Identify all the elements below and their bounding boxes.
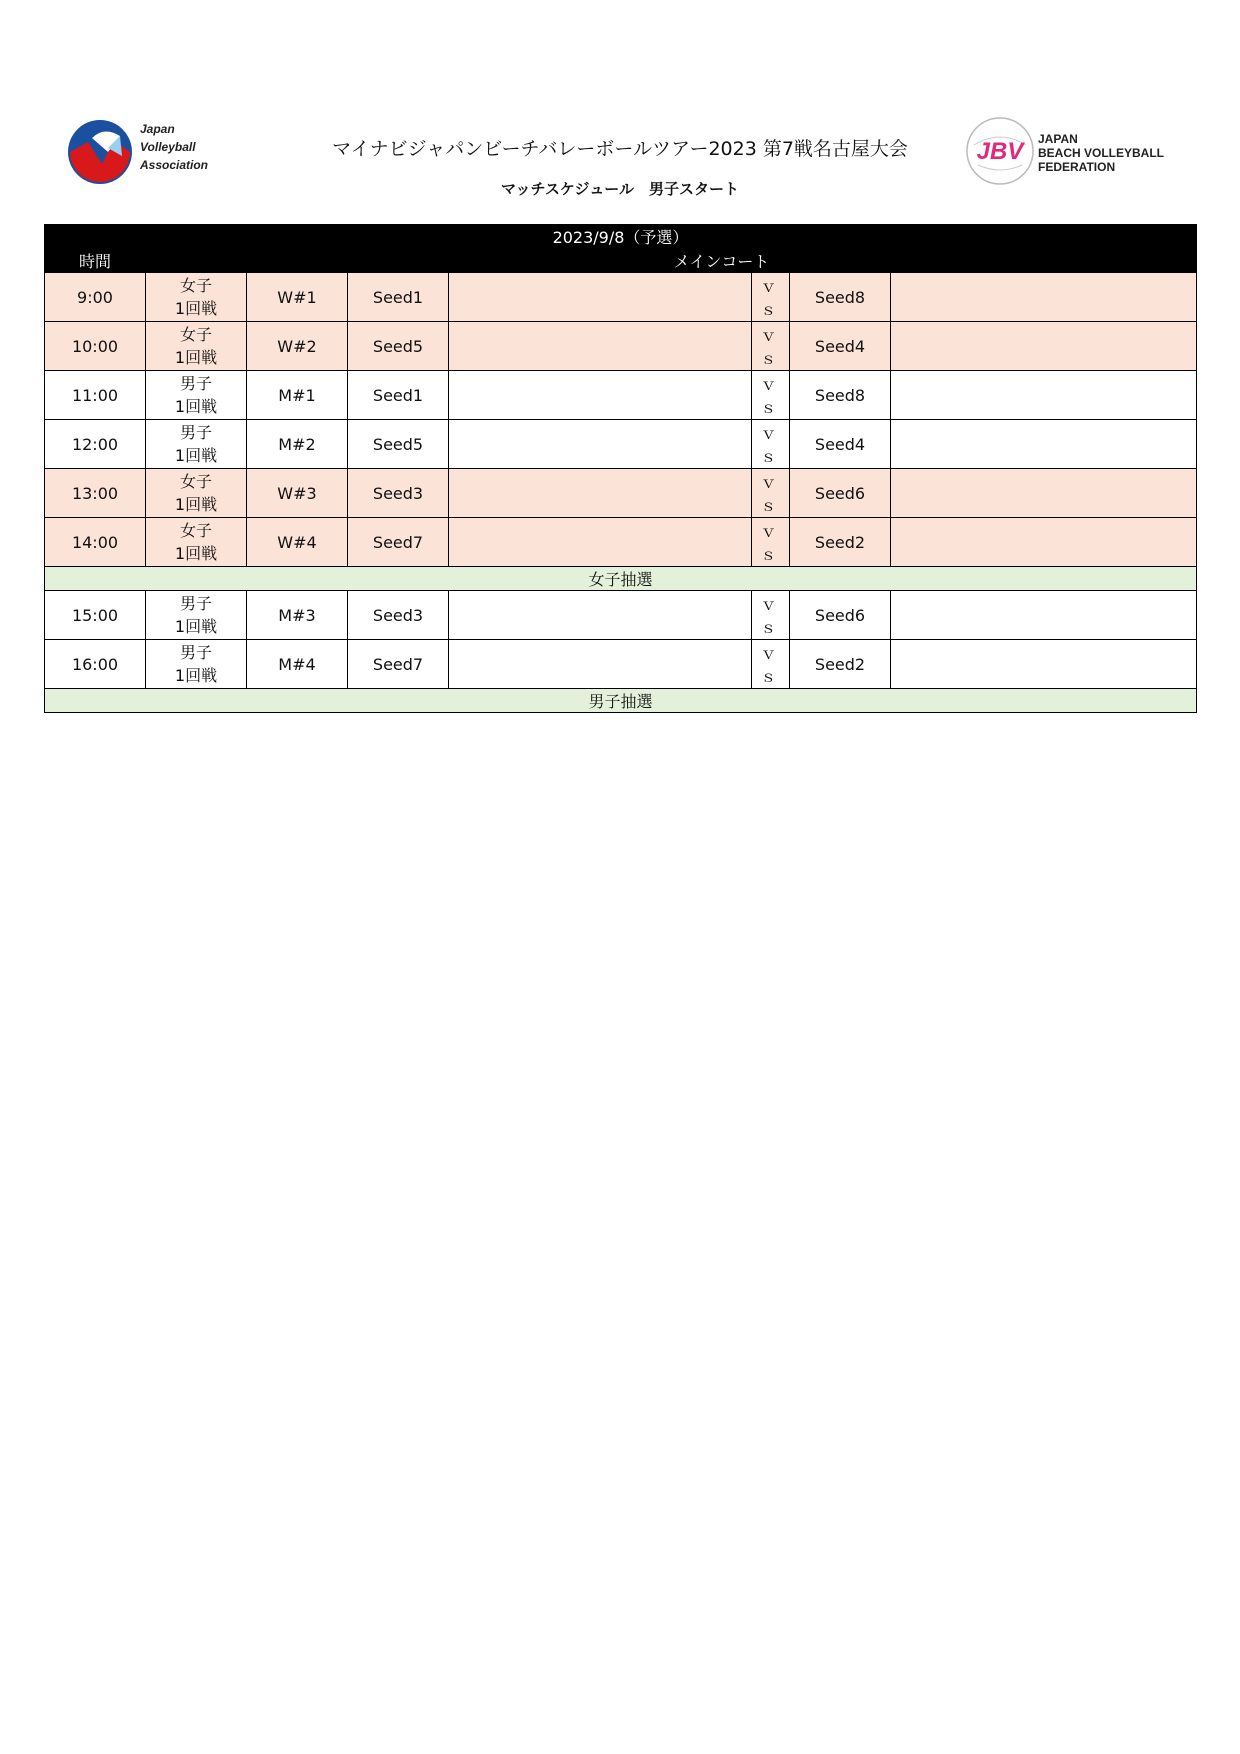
table-row — [45, 273, 1197, 322]
match-time: 13:00 — [45, 469, 146, 518]
seed-a: Seed7 — [348, 640, 449, 689]
round-label: 1回戦 — [174, 397, 218, 416]
match-id: M#3 — [247, 591, 348, 640]
match-category — [146, 273, 247, 322]
match-category — [146, 371, 247, 420]
seed-b: Seed6 — [790, 469, 891, 518]
match-time: 9:00 — [45, 273, 146, 322]
match-id: W#2 — [247, 322, 348, 371]
time-column-header: 時間 — [45, 249, 146, 273]
round-label: 1回戦 — [174, 666, 218, 685]
team-a-name — [449, 640, 752, 689]
lottery-row-women — [45, 567, 1197, 591]
jbv-logo-text: JAPAN BEACH VOLLEYBALL FEDERATION — [1038, 132, 1164, 174]
table-row — [45, 469, 1197, 518]
match-id: W#4 — [247, 518, 348, 567]
table-row — [45, 640, 1197, 689]
match-category — [146, 322, 247, 371]
seed-a: Seed3 — [348, 591, 449, 640]
seed-b: Seed4 — [790, 420, 891, 469]
vs-label: ｖｓ — [752, 469, 790, 518]
team-b-name — [891, 420, 1197, 469]
vs-label: ｖｓ — [752, 371, 790, 420]
table-row — [45, 371, 1197, 420]
gender-label: 女子 — [179, 472, 212, 491]
round-label: 1回戦 — [174, 446, 218, 465]
page-title: マイナビジャパンビーチバレーボールツアー2023 第7戦名古屋大会 — [332, 138, 908, 160]
team-b-name — [891, 518, 1197, 567]
gender-label: 女子 — [179, 276, 212, 295]
main-court-header: メインコート — [247, 249, 1197, 273]
match-id: M#1 — [247, 371, 348, 420]
match-category — [146, 518, 247, 567]
round-label: 1回戦 — [174, 495, 218, 514]
seed-a: Seed1 — [348, 371, 449, 420]
gender-label: 女子 — [179, 521, 212, 540]
date-label: 2023/9/8（予選） — [45, 225, 1197, 249]
vs-label: ｖｓ — [752, 273, 790, 322]
seed-b: Seed8 — [790, 273, 891, 322]
vs-label: ｖｓ — [752, 518, 790, 567]
column-header-row — [45, 249, 1197, 273]
vs-label: ｖｓ — [752, 420, 790, 469]
match-time: 10:00 — [45, 322, 146, 371]
team-b-name — [891, 591, 1197, 640]
team-b-name — [891, 371, 1197, 420]
team-a-name — [449, 469, 752, 518]
match-category — [146, 640, 247, 689]
page-header — [0, 0, 1240, 220]
lottery-label: 女子抽選 — [45, 567, 1197, 591]
seed-a: Seed1 — [348, 273, 449, 322]
match-rows — [45, 273, 1197, 567]
vs-label: ｖｓ — [752, 322, 790, 371]
lottery-label: 男子抽選 — [45, 689, 1197, 713]
round-label: 1回戦 — [174, 348, 218, 367]
gender-label: 女子 — [179, 325, 212, 344]
team-a-name — [449, 591, 752, 640]
seed-b: Seed4 — [790, 322, 891, 371]
match-time: 15:00 — [45, 591, 146, 640]
category-column-header — [146, 249, 247, 273]
team-b-name — [891, 273, 1197, 322]
team-a-name — [449, 420, 752, 469]
round-label: 1回戦 — [174, 544, 218, 563]
team-b-name — [891, 322, 1197, 371]
round-label: 1回戦 — [174, 617, 218, 636]
gender-label: 男子 — [179, 423, 212, 442]
table-row — [45, 518, 1197, 567]
match-id: M#2 — [247, 420, 348, 469]
match-time: 14:00 — [45, 518, 146, 567]
team-a-name — [449, 322, 752, 371]
seed-a: Seed7 — [348, 518, 449, 567]
team-b-name — [891, 640, 1197, 689]
match-id: W#3 — [247, 469, 348, 518]
vs-label: ｖｓ — [752, 640, 790, 689]
round-label: 1回戦 — [174, 299, 218, 318]
seed-a: Seed5 — [348, 322, 449, 371]
gender-label: 男子 — [179, 374, 212, 393]
jva-logo-text: Japan Volleyball Association — [140, 122, 209, 172]
match-time: 12:00 — [45, 420, 146, 469]
match-time: 11:00 — [45, 371, 146, 420]
jbv-logo-icon — [964, 115, 1036, 187]
match-category — [146, 591, 247, 640]
gender-label: 男子 — [179, 594, 212, 613]
seed-a: Seed5 — [348, 420, 449, 469]
match-category — [146, 420, 247, 469]
team-b-name — [891, 469, 1197, 518]
table-row — [45, 322, 1197, 371]
seed-b: Seed2 — [790, 518, 891, 567]
match-schedule-table — [44, 224, 1197, 713]
team-a-name — [449, 371, 752, 420]
match-id: W#1 — [247, 273, 348, 322]
match-id: M#4 — [247, 640, 348, 689]
seed-b: Seed2 — [790, 640, 891, 689]
lottery-row-men — [45, 689, 1197, 713]
match-rows — [45, 591, 1197, 689]
table-row — [45, 591, 1197, 640]
match-time: 16:00 — [45, 640, 146, 689]
match-category — [146, 469, 247, 518]
seed-b: Seed6 — [790, 591, 891, 640]
table-row — [45, 420, 1197, 469]
vs-label: ｖｓ — [752, 591, 790, 640]
page-subtitle: マッチスケジュール 男子スタート — [501, 180, 739, 198]
team-a-name — [449, 273, 752, 322]
svg-text:JBV: JBV — [976, 138, 1024, 165]
seed-b: Seed8 — [790, 371, 891, 420]
team-a-name — [449, 518, 752, 567]
gender-label: 男子 — [179, 643, 212, 662]
date-row — [45, 225, 1197, 249]
seed-a: Seed3 — [348, 469, 449, 518]
